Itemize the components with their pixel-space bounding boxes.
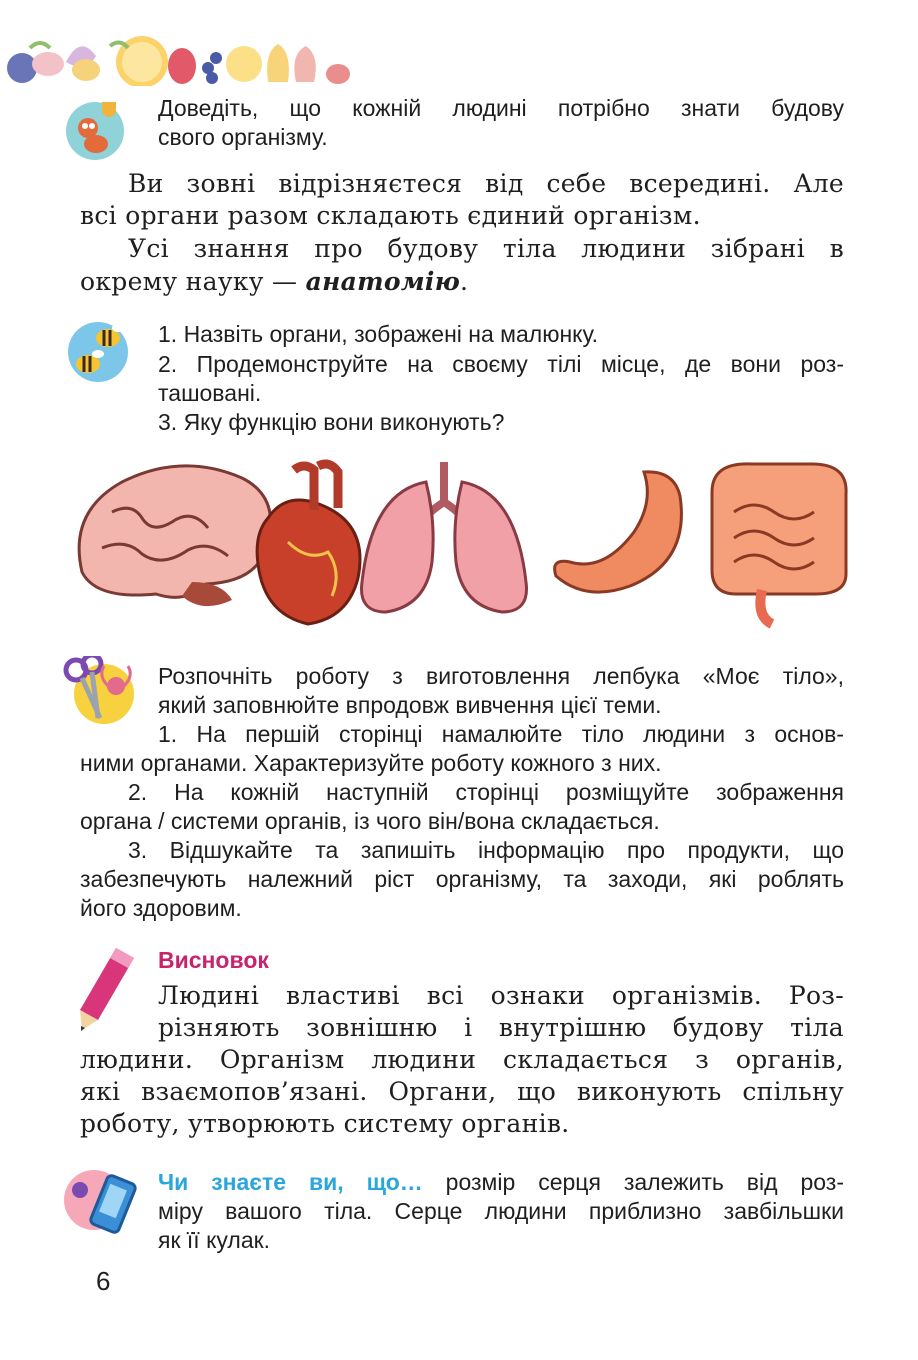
fact-line3: як її кулак.	[158, 1227, 271, 1253]
term-anatomy: анатомію	[305, 267, 461, 296]
project-line8: забезпечують належний ріст організму, та заходи, які роблять	[80, 866, 844, 892]
ant-trophy-icon	[62, 98, 128, 160]
conclusion-line3: людини. Організм людини складається з органів,	[80, 1045, 844, 1074]
phone-character-icon	[62, 1164, 140, 1236]
brain-icon	[79, 466, 270, 606]
question-3: 3. Яку функцію вони виконують?	[158, 409, 505, 435]
pencil-icon	[80, 944, 140, 1034]
fruits-banner-icon	[0, 18, 360, 86]
question-2b: ташовані.	[158, 380, 262, 406]
project-line3: 1. На першій сторінці намалюйте тіло людини з основ-	[158, 721, 844, 747]
page-number: 6	[96, 1266, 111, 1296]
body1-line3: Усі знання про будову тіла людини зібрані в	[128, 234, 844, 263]
lungs-icon	[362, 462, 527, 612]
conclusion-line5: роботу, утворюють систему органів.	[80, 1109, 570, 1138]
bees-icon	[62, 316, 134, 384]
conclusion-line4: які взаємопов’язані. Органи, що виконують спільну	[80, 1077, 844, 1106]
body1-line4-text: окрему науку —	[80, 267, 306, 296]
body1-line1: Ви зовні відрізняєтеся від себе всередині. Але	[128, 169, 844, 198]
project-line9: його здоровим.	[80, 895, 242, 921]
scissors-icon	[62, 656, 138, 728]
conclusion-line2: різняють зовнішню і внутрішню будову тіла	[158, 1013, 844, 1042]
question-2a: 2. Продемонструйте на своєму тілі місце, де вони роз-	[158, 351, 844, 377]
heart-icon	[257, 464, 360, 624]
project-line7: 3. Відшукайте та запишіть інформацію про продукти, що	[128, 837, 844, 863]
question-1: 1. Назвіть органи, зображені на малюнку.	[158, 321, 599, 347]
project-line4: ними органами. Характеризуйте роботу кожного з них.	[80, 750, 662, 776]
organs-illustration	[72, 452, 852, 630]
body1-line2: всі органи разом складають єдиний організм.	[80, 201, 701, 230]
task1-line2: свого організму.	[158, 124, 328, 150]
did-you-know-lead: Чи знаєте ви, що…	[158, 1169, 423, 1195]
project-line2: який заповнюйте впродовж вивчення цієї теми.	[158, 692, 662, 718]
fact-line2: міру вашого тіла. Серце людини приблизно завбільшки	[158, 1198, 844, 1224]
body1-line4	[80, 266, 844, 298]
fact-line1-text: розмір серця залежить від роз-	[422, 1169, 844, 1195]
task1-line1: Доведіть, що кожній людині потрібно знати будову	[158, 95, 844, 121]
body1-period: .	[460, 267, 469, 296]
stomach-icon	[555, 472, 682, 592]
project-line5: 2. На кожній наступній сторінці розміщуйте зображення	[128, 779, 844, 805]
project-line1: Розпочніть роботу з виготовлення лепбука «Моє тіло»,	[158, 663, 844, 689]
conclusion-line1: Людині властиві всі ознаки організмів. Роз-	[158, 981, 844, 1010]
project-line6: органа / системи органів, із чого він/вона складається.	[80, 808, 660, 834]
intestines-icon	[712, 464, 846, 624]
fact-line1	[158, 1168, 844, 1197]
conclusion-title: Висновок	[158, 947, 269, 973]
